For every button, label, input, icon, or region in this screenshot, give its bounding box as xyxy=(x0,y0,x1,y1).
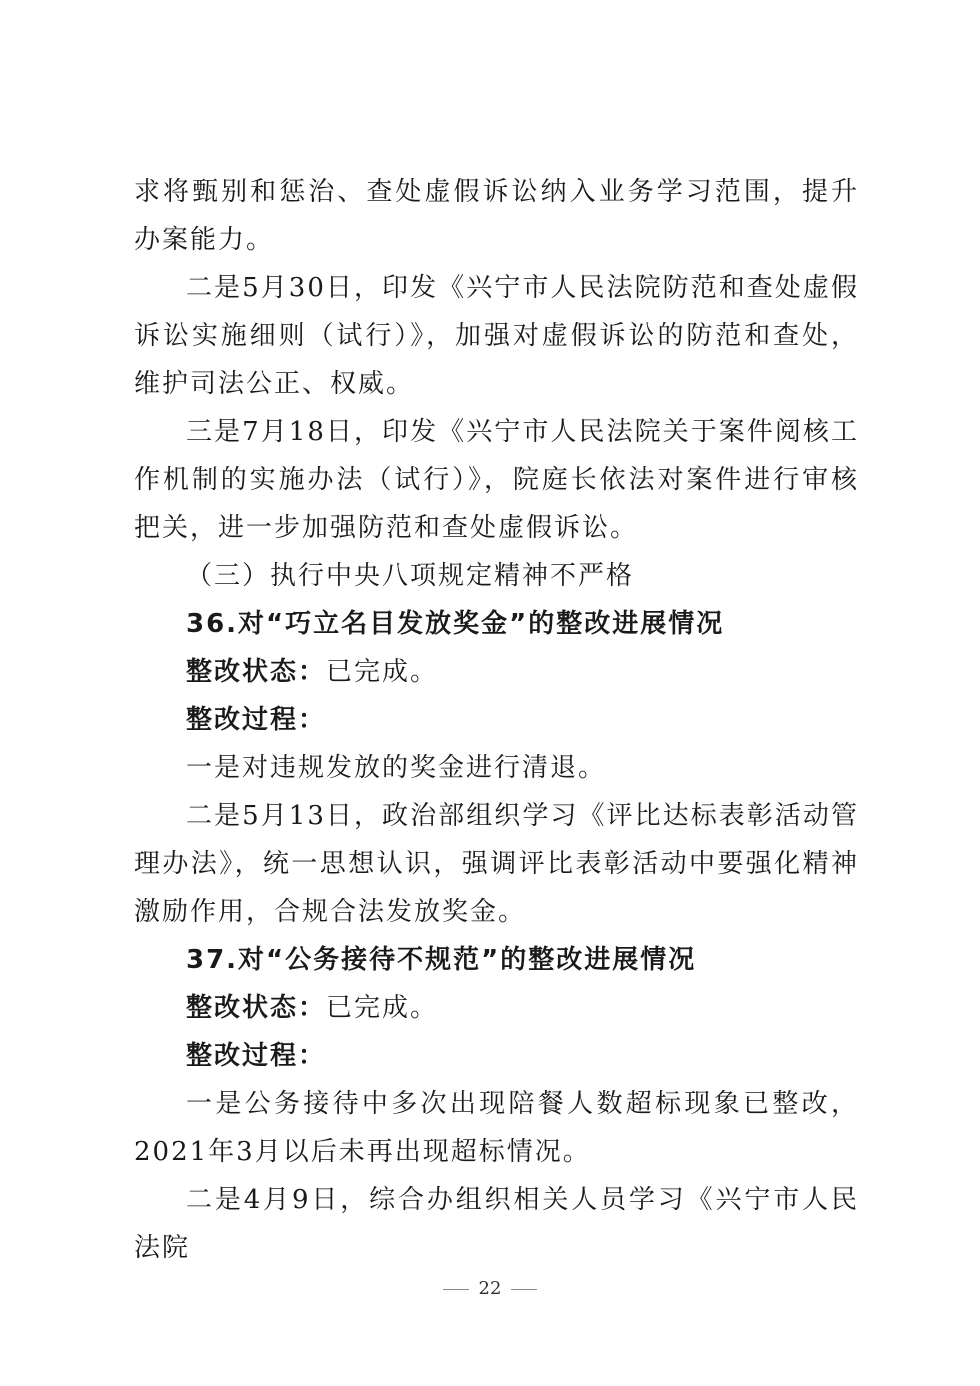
item-36-heading: 36.对“巧立名目发放奖金”的整改进展情况 xyxy=(186,609,725,639)
item-37-heading: 37.对“公务接待不规范”的整改进展情况 xyxy=(186,945,697,975)
item-36-step-2: 二是5月13日，政治部组织学习《评比达标表彰活动管理办法》，统一思想认识，强调评比表彰活动中要强化精神激励作用，合规合法发放奖金。 xyxy=(134,801,859,927)
paragraph-measure-2: 二是5月30日，印发《兴宁市人民法院防范和查处虚假诉讼实施细则（试行）》，加强对虚假诉讼的防范和查处，维护司法公正、权威。 xyxy=(134,273,859,399)
item-37-status xyxy=(134,984,859,1032)
paragraph-continuation: 求将甄别和惩治、查处虚假诉讼纳入业务学习范围，提升办案能力。 xyxy=(134,177,859,255)
page-footer xyxy=(0,1278,980,1299)
item-37-step-1: 一是公务接待中多次出现陪餐人数超标现象已整改，2021年3月以后未再出现超标情况。 xyxy=(134,1089,859,1167)
item-36-status-label: 整改状态： xyxy=(186,657,327,687)
item-36-status-value: 已完成。 xyxy=(326,657,439,687)
paragraph-measure-3: 三是7月18日，印发《兴宁市人民法院关于案件阅核工作机制的实施办法（试行）》，院庭长依法对案件进行审核把关，进一步加强防范和查处虚假诉讼。 xyxy=(134,417,859,543)
item-37-step-2: 二是4月9日，综合办组织相关人员学习《兴宁市人民法院 xyxy=(134,1185,859,1263)
item-37-status-label: 整改状态： xyxy=(186,993,327,1023)
item-36-status xyxy=(134,648,859,696)
page-number: 22 xyxy=(478,1278,502,1299)
item-37-status-value: 已完成。 xyxy=(326,993,439,1023)
item-36-step-1: 一是对违规发放的奖金进行清退。 xyxy=(186,753,607,783)
footer-dash-right xyxy=(511,1289,537,1290)
item-37-process-label: 整改过程： xyxy=(186,1041,327,1071)
section-heading-3: （三）执行中央八项规定精神不严格 xyxy=(186,561,635,591)
item-36-process-label: 整改过程： xyxy=(186,705,327,735)
document-body xyxy=(134,168,859,1272)
footer-dash-left xyxy=(443,1289,469,1290)
